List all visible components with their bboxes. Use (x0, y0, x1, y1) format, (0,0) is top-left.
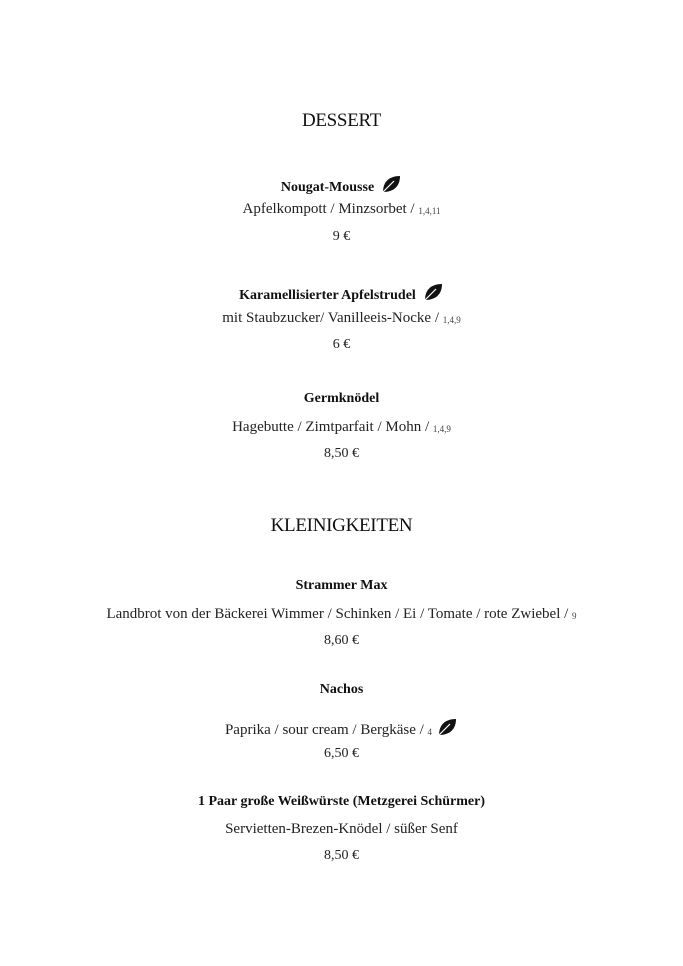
menu-item-price: 9 € (332, 229, 351, 244)
menu-item-price: 6,50 € (324, 746, 359, 761)
section-heading-dessert: DESSERT (301, 110, 382, 131)
menu-item-title: 1 Paar große Weißwürste (Metzgerei Schürmer) (197, 794, 486, 809)
menu-item-title: Strammer Max (295, 578, 388, 593)
menu-item-title: Nachos (319, 682, 364, 697)
menu-item-description: Hagebutte / Zimtparfait / Mohn / 1,4,9 (232, 419, 451, 435)
menu-item-price: 6 € (332, 337, 351, 352)
menu-item-description: Servietten-Brezen-Knödel / süßer Senf (225, 821, 458, 837)
menu-item-price: 8,60 € (324, 633, 359, 648)
menu-item-price: 8,50 € (324, 446, 359, 461)
menu-item-description: mit Staubzucker/ Vanilleeis-Nocke / 1,4,9 (222, 310, 461, 326)
leaf-icon (380, 174, 402, 194)
allergen-codes: 1,4,11 (418, 206, 441, 216)
leaf-icon (422, 282, 444, 302)
menu-item-title: Karamellisierter Apfelstrudel (0, 282, 683, 304)
allergen-codes: 9 (572, 611, 577, 621)
allergen-codes: 4 (427, 727, 433, 737)
allergen-codes: 1,4,9 (432, 424, 451, 434)
menu-item-title: Germknödel (303, 391, 380, 406)
menu-item-description: Landbrot von der Bäckerei Wimmer / Schinken / Ei / Tomate / rote Zwiebel / 9 (106, 606, 577, 622)
menu-item-description: Apfelkompott / Minzsorbet / 1,4,11 (242, 201, 441, 217)
leaf-icon (436, 717, 458, 737)
allergen-codes: 1,4,9 (442, 315, 461, 325)
section-heading-kleinigkeiten: KLEINIGKEITEN (270, 515, 413, 536)
menu-item-description: Paprika / sour cream / Bergkäse / 4 (0, 717, 683, 739)
menu-item-price: 8,50 € (324, 848, 359, 863)
menu-item-title: Nougat-Mousse (0, 174, 683, 196)
